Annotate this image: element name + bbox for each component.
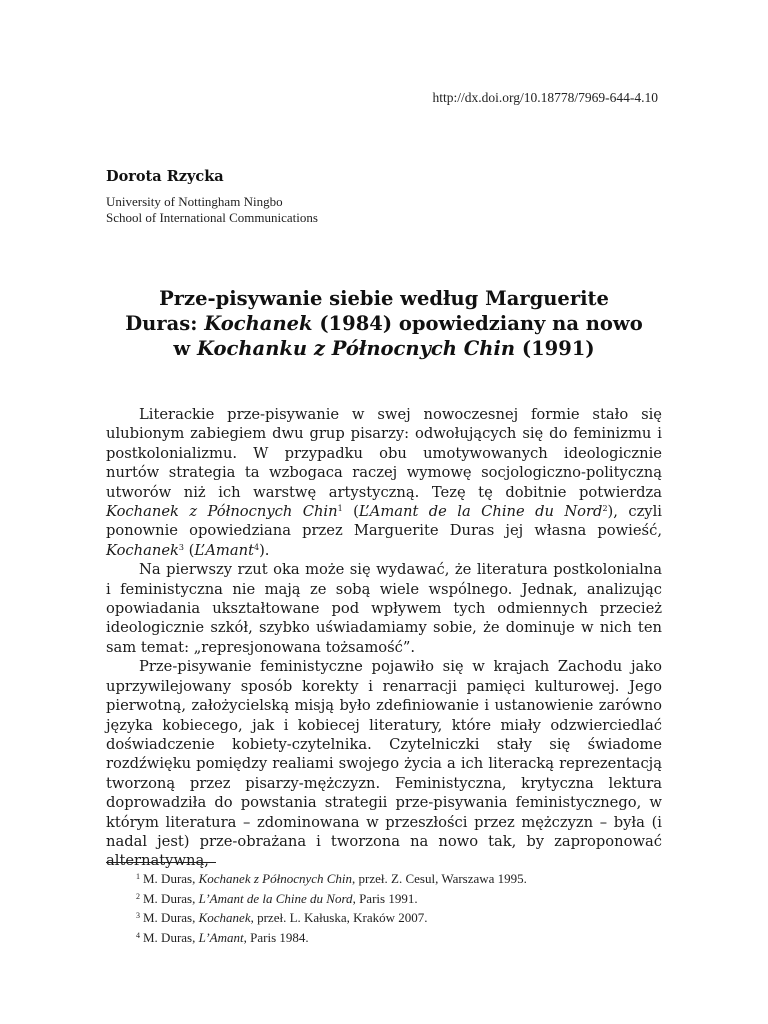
- footnote-title: L’Amant: [198, 929, 244, 945]
- footnote-text: M. Duras,: [143, 910, 199, 925]
- footnote-text: M. Duras,: [143, 871, 199, 886]
- footnote-1: [136, 868, 527, 888]
- footnotes: [136, 868, 527, 946]
- footnote-text: , przeł. Z. Cesul, Warszawa 1995.: [352, 871, 527, 886]
- article-title: [106, 286, 662, 361]
- footnote-number: 4: [136, 930, 140, 940]
- work-title: Kochanek: [106, 541, 179, 559]
- title-text: w: [173, 337, 197, 360]
- body-text: ).: [259, 541, 270, 559]
- footnote-number: 2: [136, 891, 140, 901]
- title-line-3: [106, 336, 662, 361]
- body-text: (: [184, 541, 195, 559]
- body-text: ), czyli ponownie opowiedziana przez Marguerite Duras jej własna powieść,: [106, 503, 663, 540]
- footnote-text: , przeł. L. Kałuska, Kraków 2007.: [250, 910, 428, 925]
- footnote-number: 1: [136, 872, 140, 881]
- title-line-1: Prze-pisywanie siebie według Marguerite: [159, 287, 609, 310]
- affiliation-university: University of Nottingham Ningbo: [106, 194, 283, 209]
- doi-link[interactable]: http://dx.doi.org/10.18778/7969-644-4.10: [432, 90, 658, 105]
- work-title: Kochanek z Północnych Chin: [106, 503, 338, 521]
- footnote-text: , Paris 1991.: [352, 890, 418, 906]
- title-italic-work: Kochanek: [204, 312, 313, 335]
- footnote-text: M. Duras,: [143, 890, 199, 906]
- title-text: Duras:: [125, 312, 205, 335]
- footnote-ref-4[interactable]: 4: [253, 542, 260, 552]
- footnote-title: Kochanek: [198, 910, 251, 925]
- footnote-number: 3: [136, 911, 140, 920]
- footnote-2: [136, 888, 527, 908]
- title-italic-work: Kochanku z Północnych Chin: [196, 337, 516, 360]
- footnote-title: Kochanek z Północnych Chin: [198, 871, 353, 886]
- footnote-title: L’Amant de la Chine du Nord: [198, 890, 353, 906]
- footnote-text: , Paris 1984.: [243, 929, 309, 945]
- footnote-separator: [106, 862, 216, 863]
- paragraph-1: [106, 405, 662, 560]
- author-affiliation: [106, 194, 318, 226]
- article-body: [106, 405, 662, 871]
- footnote-ref-3[interactable]: 3: [178, 542, 185, 552]
- work-title: L’Amant de la Chine du Nord: [358, 503, 603, 521]
- footnote-4: [136, 927, 527, 947]
- body-text: (: [342, 503, 359, 521]
- footnote-ref-1[interactable]: 1: [337, 504, 343, 514]
- paragraph-2: Na pierwszy rzut oka może się wydawać, że literatura postkolonialna i feministyczna nie mają ze sobą wiele wspólnego. Jednak, analizując opowiadania ukształtowane pod wpływem tych odmiennych przecież ideologicznie szkół, szybko uświadamiamy sobie, że dominuje w nich ten sam temat: „represjonowana tożsamość”.: [106, 561, 662, 656]
- body-text: Literackie prze-pisywanie w swej nowoczesnej formie stało się ulubionym zabiegiem dwu grup pisarzy: odwołujących się do feminizmu i postkolonializmu. W przypadku obu umotywowanych ideologicznie nurtów strategia ta wzbogaca raczej wymowę socjologiczno-polityczną utworów niż ich warstwę artystyczną. Tezę tę dobitnie potwierdza: [106, 406, 662, 501]
- work-title: L’Amant: [194, 541, 254, 559]
- footnote-text: M. Duras,: [143, 929, 199, 945]
- footnote-3: [136, 907, 527, 927]
- footnote-ref-2[interactable]: 2: [602, 504, 608, 514]
- title-text: (1991): [515, 337, 595, 360]
- title-line-2: [106, 311, 662, 336]
- author-name: Dorota Rzycka: [106, 168, 224, 185]
- paragraph-3: Prze-pisywanie feministyczne pojawiło się w krajach Zachodu jako uprzywilejowany sposób korekty i renarracji pamięci kulturowej. Jego pierwotną, założycielską misją było zdefiniowanie i ustanowienie zarówno języka kobiecego, jak i kobiecej literatury, które miały odzwierciedlać doświadczenie kobiety-czytelnika. Czytelniczki stały się świadome rozdźwięku pomiędzy realiami swojego życia a ich literacką reprezentacją tworzoną przez pisarzy-mężczyzn. Feministyczna, krytyczna lektura doprowadziła do powstania strategii prze-pisywania feministycznego, w którym literatura – zdominowana w przeszłości przez mężczyzn – była (i nadal jest) prze-obrażana i tworzona na nowo tak, by zaproponować alternatywną,: [106, 658, 662, 870]
- title-text: (1984) opowiedziany na nowo: [312, 312, 643, 335]
- affiliation-school: School of International Communications: [106, 210, 318, 225]
